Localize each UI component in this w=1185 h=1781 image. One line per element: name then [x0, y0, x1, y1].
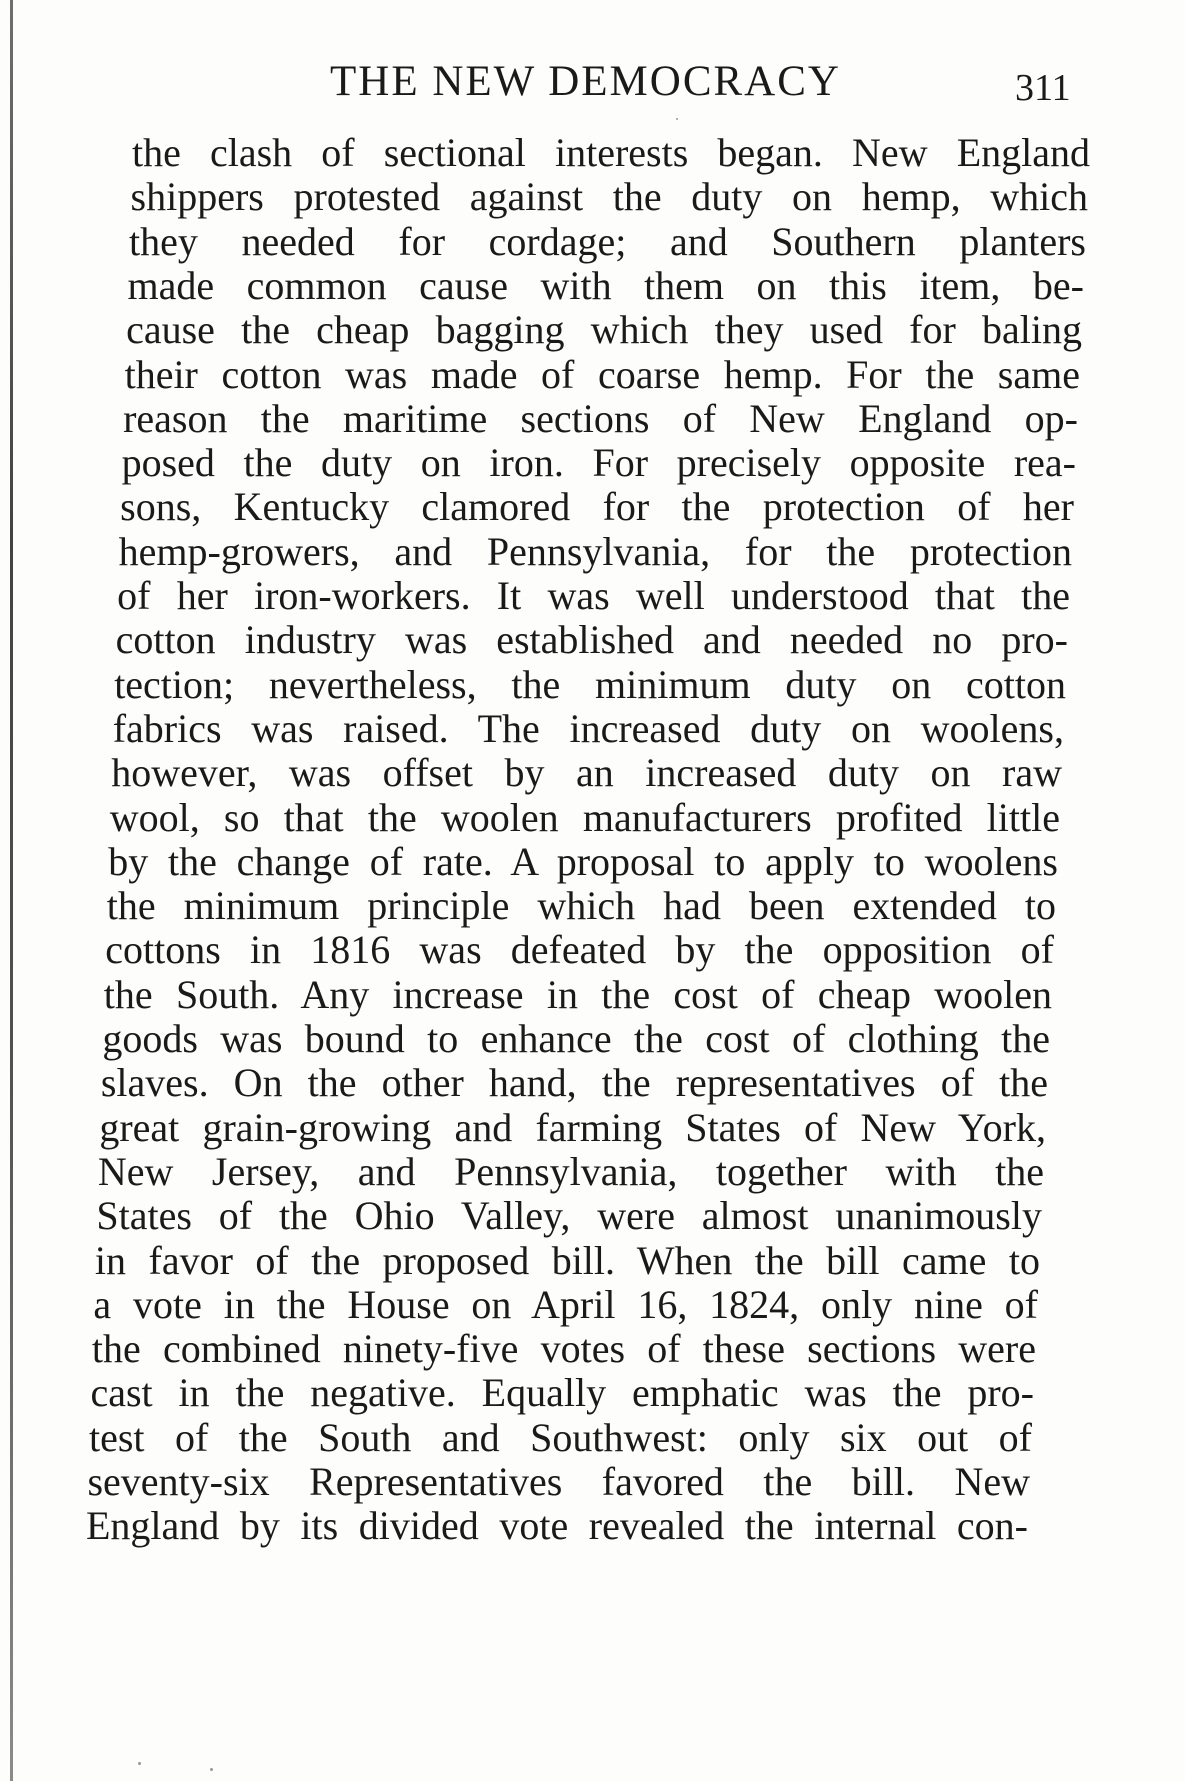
text-line: cause the cheap bagging which they used for baling [126, 307, 1082, 353]
text-line: States of the Ohio Valley, were almost unanimously [96, 1193, 1042, 1239]
text-line: a vote in the House on April 16, 1824, only nine of [93, 1281, 1038, 1327]
text-line: sons, Kentucky clamored for the protection of her [120, 484, 1074, 530]
text-line: cast in the negative. Equally emphatic was the pro- [90, 1370, 1034, 1416]
text-line: they needed for cordage; and Southern planters [129, 218, 1086, 264]
text-line: tection; nevertheless, the minimum duty on cotton [114, 661, 1066, 707]
text-line: in favor of the proposed bill. When the bill came to [94, 1237, 1040, 1283]
text-line: posed the duty on iron. For precisely opposite rea- [121, 440, 1076, 486]
text-line: cotton industry was established and needed no pro- [115, 617, 1068, 663]
text-line: seventy-six Representatives favored the bill. New [87, 1459, 1030, 1504]
text-line: however, was offset by an increased duty on raw [111, 750, 1062, 796]
text-line: reason the maritime sections of New England op- [123, 395, 1078, 441]
text-line: goods was bound to enhance the cost of clothing the [102, 1016, 1050, 1061]
text-line: England by its divided vote revealed the internal con- [86, 1503, 1028, 1549]
text-line: test of the South and Southwest: only six out of [88, 1414, 1032, 1460]
running-head [0, 52, 1185, 112]
text-line: of her iron-workers. It was well understood that the [117, 573, 1070, 618]
text-line: hemp-growers, and Pennsylvania, for the protection [118, 528, 1072, 574]
page-number: 311 [1015, 67, 1071, 109]
text-line: New Jersey, and Pennsylvania, together with the [97, 1148, 1044, 1194]
text-line: made common cause with them on this item, be- [127, 262, 1084, 308]
text-line: wool, so that the woolen manufacturers profited little [109, 794, 1060, 840]
binding-gutter-line [10, 0, 13, 1781]
running-title: THE NEW DEMOCRACY [330, 58, 841, 105]
text-line: their cotton was made of coarse hemp. For the same [124, 351, 1080, 397]
text-line: great grain-growing and farming States of New York, [99, 1104, 1046, 1150]
text-line: the minimum principle which had been extended to [106, 883, 1056, 929]
text-line: the combined ninety-five votes of these sections were [91, 1326, 1036, 1372]
text-line: the South. Any increase in the cost of cheap woolen [103, 971, 1052, 1017]
text-line: slaves. On the other hand, the representatives of the [100, 1060, 1048, 1106]
text-line: by the change of rate. A proposal to apply to woolens [108, 838, 1058, 884]
text-line: cottons in 1816 was defeated by the opposition of [105, 927, 1054, 973]
text-line: the clash of sectional interests began. New England [132, 130, 1090, 175]
text-line: shippers protested against the duty on hemp, which [130, 174, 1088, 220]
text-line: fabrics was raised. The increased duty on woolens, [112, 705, 1064, 751]
